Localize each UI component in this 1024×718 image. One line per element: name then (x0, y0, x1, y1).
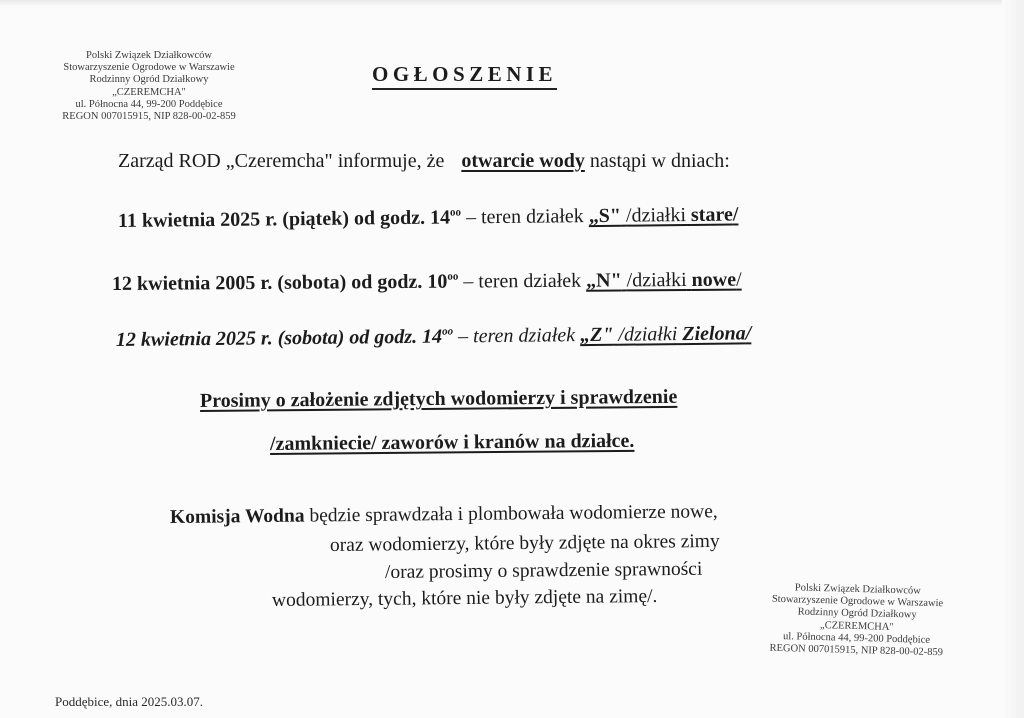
stamp-line: „CZEREMCHA" (819, 619, 894, 633)
commission-line-1-rest: będzie sprawdzała i plombowała wodomierze nowe, (309, 501, 718, 527)
scan-edge-top (0, 0, 1024, 6)
stamp-line: Polski Związek Działkowców (794, 582, 921, 597)
schedule-desc-suffix: / (745, 322, 752, 345)
schedule-desc-prefix: /działki (626, 268, 687, 292)
commission-line-4: wodomierzy, tych, które nie były zdjęte na zimę/. (271, 585, 658, 611)
request-line-1: Prosimy o założenie zdjętych wodomierzy i sprawdzenie (199, 385, 678, 412)
schedule-hour: 14 (429, 206, 451, 229)
stamp-line: Rodzinny Ogród Działkowy (89, 74, 209, 86)
organization-stamp-top (40, 50, 258, 123)
schedule-zone: „S" (588, 204, 622, 228)
stamp-line: „CZEREMCHA" (112, 86, 186, 98)
schedule-date: 12 kwietnia 2005 r. (sobota) od godz. (111, 270, 423, 295)
stamp-line: Rodzinny Ogród Działkowy (797, 606, 917, 621)
schedule-desc-suffix: / (735, 268, 742, 291)
schedule-minutes: oo (442, 325, 454, 338)
schedule-desc-word: Zielona (682, 322, 746, 346)
schedule-desc-suffix: / (732, 203, 739, 226)
stamp-line: Stowarzyszenie Ogrodowe w Warszawie (771, 593, 944, 610)
schedule-desc-prefix: /działki (625, 204, 687, 227)
schedule-area: – teren działek (465, 205, 584, 229)
schedule-date: 11 kwietnia 2025 r. (piątek) od godz. (117, 206, 426, 232)
intro-highlight: otwarcie wody (461, 150, 585, 172)
scan-edge-right (1002, 0, 1024, 718)
commission-name: Komisja Wodna (169, 505, 305, 528)
intro-after: nastąpi w dniach: (589, 150, 730, 172)
schedule-hour: 10 (427, 270, 448, 293)
schedule-minutes: oo (447, 270, 459, 283)
schedule-zone: „N" (586, 269, 622, 292)
schedule-minutes: oo (449, 206, 462, 219)
schedule-line-2 (112, 269, 742, 296)
schedule-zone: „Z" (580, 323, 614, 347)
schedule-area: – teren działek (458, 324, 576, 348)
stamp-line: Stowarzyszenie Ogrodowe w Warszawie (63, 62, 235, 74)
stamp-line: ul. Północna 44, 99-200 Poddębice (782, 630, 931, 646)
stamp-line: REGON 007015915, NIP 828-00-02-859 (769, 642, 944, 659)
schedule-area: – teren działek (463, 269, 582, 293)
stamp-line: Polski Związek Działkowców (86, 50, 212, 61)
organization-stamp-bottom (747, 581, 967, 660)
schedule-line-1 (118, 204, 739, 233)
schedule-desc-word: nowe (691, 268, 737, 291)
commission-line-3: /oraz prosimy o sprawdzenie sprawności (384, 558, 703, 583)
intro-line (118, 150, 730, 173)
schedule-line-3 (116, 322, 751, 352)
schedule-date: 12 kwietnia 2025 r. (sobota) od godz. (115, 325, 418, 351)
place-date: Poddębice, dnia 2025.03.07. (55, 694, 204, 709)
request-line-2: /zamkniecie/ zaworów i kranów na działce. (269, 429, 635, 455)
announcement-title: OGŁOSZENIE (372, 62, 557, 90)
intro-before: Zarząd ROD „Czeremcha" informuje, że (118, 150, 445, 172)
schedule-desc-word: stare (690, 203, 733, 226)
schedule-hour: 14 (422, 325, 443, 348)
stamp-line: REGON 007015915, NIP 828-00-02-859 (62, 111, 236, 123)
schedule-desc-prefix: /działki (618, 323, 678, 346)
commission-line-2: oraz wodomierzy, które były zdjęte na okres zimy (329, 530, 720, 556)
commission-line-1 (170, 501, 718, 529)
stamp-line: ul. Północna 44, 99-200 Poddębice (75, 98, 223, 110)
